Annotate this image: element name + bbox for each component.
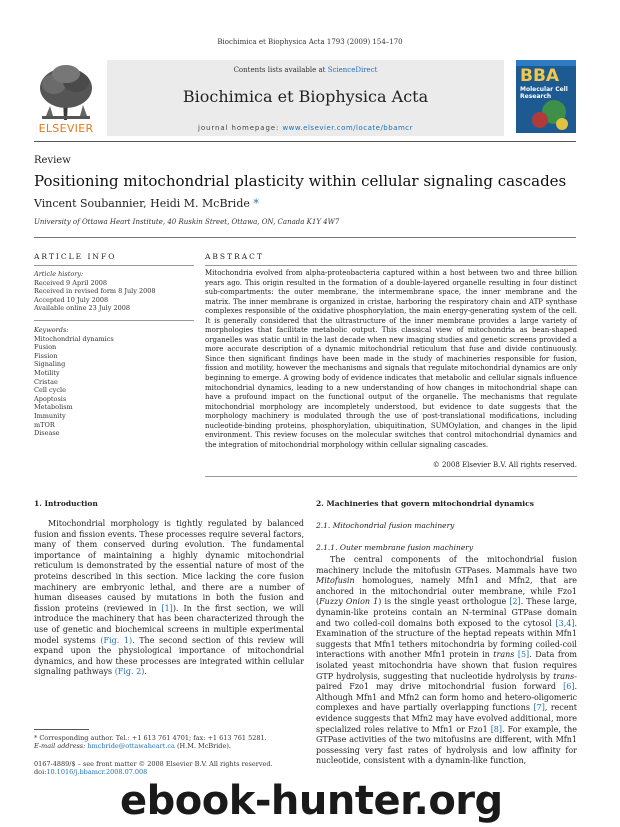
keyword: Signaling bbox=[34, 360, 66, 369]
corresponding-author-link[interactable]: * bbox=[253, 197, 259, 210]
keywords-list bbox=[34, 326, 194, 438]
header-divider bbox=[34, 141, 576, 142]
text-run: . For example, the GTPase activities of the two mitofusins are different, with Mfn1 possessing very fast rates of hydrolysis and low affinity for nucleotide, consistent with a dynamin-like function, bbox=[316, 724, 577, 766]
text-run: . The second section of this review will expand upon the physiological importance of mitochondrial dynamics, and how these processes are integrated within cellular signaling pathways bbox=[34, 635, 304, 677]
citation-link[interactable]: [1] bbox=[161, 603, 173, 613]
email-suffix: (H.M. McBride). bbox=[174, 742, 231, 751]
keyword: Immunity bbox=[34, 411, 66, 420]
title-divider bbox=[34, 237, 576, 238]
text-run: . bbox=[144, 667, 147, 677]
contents-prefix: Contents lists available at bbox=[233, 66, 328, 74]
footnote-text: Corresponding author. Tel.: +1 613 761 4701; fax: +1 613 761 5281. bbox=[37, 734, 267, 742]
citation-link[interactable]: [6] bbox=[563, 682, 575, 692]
homepage-link[interactable]: www.elsevier.com/locate/bbamcr bbox=[282, 124, 414, 132]
history-label: Article history: bbox=[34, 270, 84, 278]
text-run: , recent evidence suggests that Mfn2 may have evolved additional, more specialized roles relative to Mfn1 or Fzo1 bbox=[316, 703, 577, 734]
history-item: Available online 23 July 2008 bbox=[34, 304, 131, 313]
keyword: Apoptosis bbox=[34, 394, 67, 403]
text-run: . Examination of the structure of the heptad repeats within Mfn1 suggests that Mfn1 tethers mitochondria by forming coiled-coil interactions with another Mfn1 protein in bbox=[316, 618, 577, 660]
affiliation: University of Ottawa Heart Institute, 40 Ruskin Street, Ottawa, ON, Canada K1Y 4W7 bbox=[34, 218, 340, 226]
figure-link[interactable]: (Fig. 2) bbox=[114, 667, 145, 677]
citation-link[interactable]: [2] bbox=[509, 597, 521, 607]
keyword: Fission bbox=[34, 351, 58, 360]
keyword: Fusion bbox=[34, 343, 57, 352]
journal-cover-image[interactable] bbox=[516, 60, 576, 133]
email-note bbox=[34, 742, 304, 750]
intro-body bbox=[34, 519, 304, 678]
journal-homepage bbox=[107, 124, 504, 132]
text-run: The central components of the mitochondrial fusion machinery include the mitofusin GTPases. Mammals have two bbox=[316, 555, 577, 575]
text-run: Mitochondrial morphology is tightly regulated by balanced fusion and fission events. These processes require several factors, many of them conserved during evolution. The fundamental importance of maintaining a highly dynamic mitochondrial reticulum is demonstrated by the essential nature of most of the proteins described in this section. Mice lacking the core fusion machinery are embryonic lethal, and there are a number of human diseases caused by mutations in both the fusion and fission proteins (reviewed in bbox=[34, 519, 304, 613]
text-run: . These large, dynamin-like proteins contain an N-terminal GTPase domain and two coiled-coil domains both exposed to the cytosol bbox=[316, 597, 577, 628]
keyword: Metabolism bbox=[34, 403, 73, 412]
cover-subtitle: Molecular Cell Research bbox=[520, 86, 568, 100]
keyword: Motility bbox=[34, 368, 60, 377]
subsubsection-heading-outer-membrane: 2.1.1. Outer membrane fusion machinery bbox=[316, 543, 474, 552]
text-run: ). In the first section, we will introduce the machinery that has been characterized through the use of genetic and biochemical screens in multiple experimental model systems bbox=[34, 603, 305, 645]
history-item: Received in revised form 8 July 2008 bbox=[34, 287, 156, 296]
front-matter bbox=[34, 760, 304, 777]
text-run: trans bbox=[493, 650, 515, 660]
section2-body bbox=[316, 555, 577, 767]
corresponding-note bbox=[34, 734, 304, 742]
watermark: ebook-hunter.org bbox=[120, 778, 503, 824]
article-history bbox=[34, 270, 194, 313]
cover-title: BBA bbox=[520, 66, 560, 86]
article-title: Positioning mitochondrial plasticity within cellular signaling cascades bbox=[34, 172, 567, 190]
text-run: . Data from isolated yeast mitochondria have shown that fusion requires GTP hydrolysis, suggesting that nucleotide hydrolysis by bbox=[316, 650, 578, 681]
footnote bbox=[34, 734, 304, 751]
keyword: Cristae bbox=[34, 377, 58, 386]
keyword: Disease bbox=[34, 429, 60, 438]
footnote-star: * bbox=[34, 734, 38, 742]
text-run: ) is the single yeast orthologue bbox=[378, 597, 510, 607]
text-run: trans bbox=[553, 671, 575, 681]
footnote-rule bbox=[34, 729, 89, 730]
doi-prefix: doi: bbox=[34, 768, 47, 777]
abstract-bottom-rule bbox=[205, 476, 577, 477]
authors: Vincent Soubannier, Heidi M. McBride bbox=[34, 197, 250, 210]
citation-link[interactable]: [5] bbox=[517, 650, 530, 660]
text-run: homologues, namely Mfn1 and Mfn2, that are anchored in the mitochondrial outer membrane, while Fzo1 ( bbox=[316, 576, 577, 607]
text-run: . Although Mfn1 and Mfn2 can form homo and hetero-oligomeric complexes and have partially overlapping functions bbox=[316, 682, 577, 713]
text-run: Fuzzy Onion 1 bbox=[319, 597, 379, 607]
text-run: Mitofusin bbox=[316, 576, 355, 586]
abstract-copyright: © 2008 Elsevier B.V. All rights reserved. bbox=[432, 461, 577, 469]
keyword: Cell cycle bbox=[34, 386, 66, 395]
journal-title: Biochimica et Biophysica Acta bbox=[182, 87, 429, 106]
elsevier-wordmark[interactable]: ELSEVIER bbox=[38, 122, 94, 135]
citation-link[interactable]: [3,4] bbox=[555, 618, 575, 628]
doi-line bbox=[34, 768, 304, 776]
article-type: Review bbox=[34, 155, 71, 166]
article-info-rule bbox=[34, 265, 194, 266]
keywords-rule bbox=[34, 320, 194, 321]
citation-link[interactable]: [8] bbox=[490, 724, 503, 734]
section2-paragraph bbox=[316, 555, 577, 767]
subsection-heading-fusion: 2.1. Mitochondrial fusion machinery bbox=[316, 521, 455, 530]
abstract-rule bbox=[205, 265, 577, 266]
author-list bbox=[34, 197, 259, 210]
history-item: Accepted 10 July 2008 bbox=[34, 295, 109, 304]
section-heading-machineries: 2. Machineries that govern mitochondrial dynamics bbox=[316, 499, 534, 508]
doi-link[interactable]: 10.1016/j.bbamcr.2008.07.008 bbox=[46, 768, 148, 777]
figure-link[interactable]: (Fig. 1) bbox=[100, 635, 133, 645]
running-head: Biochimica et Biophysica Acta 1793 (2009) 154–170 bbox=[217, 38, 403, 46]
issn-line: 0167-4889/$ – see front matter © 2008 Elsevier B.V. All rights reserved. bbox=[34, 760, 273, 768]
citation-link[interactable]: [7] bbox=[533, 703, 545, 713]
email-label: E-mail address: bbox=[34, 742, 88, 751]
article-info-heading: ARTICLE INFO bbox=[34, 252, 117, 261]
text-run: -paired Fzo1 may drive mitochondrial fusion forward bbox=[316, 671, 577, 692]
keyword: mTOR bbox=[34, 420, 55, 429]
sciencedirect-link[interactable]: ScienceDirect bbox=[327, 66, 378, 74]
abstract-text: Mitochondria evolved from alpha-proteobacteria captured within a host between two and three billion years ago. This origin resulted in the formation of a double-layered organelle resulting in four distinct sub-compartments: the outer membrane, the intermembrane space, the inner membrane and the matrix. The inner membrane is organized in cristae, harboring the respiratory chain and ATP synthase complexes responsible of the oxidative phosphorylation, the main energy-generating system of the cell. It is generally considered that the ultrastructure of the inner membrane provides a large variety of morphologies that facilitate metabolic output. This classical view of mitochondria as bean-shaped organelles was static until in the last decade when new imaging studies and genetic screens provided a more accurate description of a dynamic mitochondrial reticulum that fuse and divide continuously. Since then significant findings have been made in the study of machineries responsible for fusion, fission and motility, however the mechanisms and signals that regulate mitochondrial dynamics are only beginning to emerge. A growing body of evidence indicates that metabolic and cellular signals influence mitochondrial dynamics, leading to a new understanding of how changes in mitochondrial shape can have a profound impact on the functional output of the organelle. The mechanisms that regulate mitochondrial morphology are incompletely understood, but evidence to date suggests that the morphology machinery is modulated through the use of post-translational modifications, including nucleotide-binding proteins, phosphorylation, ubiquitination, SUMOylation, and changes in the lipid environment. This review focuses on the molecular switches that control mitochondrial dynamics and the integration of mitochondrial morphology within cellular signaling cascades. bbox=[205, 269, 577, 449]
abstract-heading: ABSTRACT bbox=[205, 252, 264, 261]
intro-paragraph bbox=[34, 519, 304, 678]
homepage-prefix: journal homepage: bbox=[197, 124, 283, 132]
keyword: Mitochondrial dynamics bbox=[34, 334, 114, 343]
email-link[interactable]: hmcbride@ottawaheart.ca bbox=[87, 742, 175, 751]
section-heading-introduction: 1. Introduction bbox=[34, 499, 98, 508]
contents-line bbox=[107, 66, 504, 74]
keywords-label: Keywords: bbox=[34, 326, 69, 334]
history-item: Received 9 April 2008 bbox=[34, 278, 107, 287]
